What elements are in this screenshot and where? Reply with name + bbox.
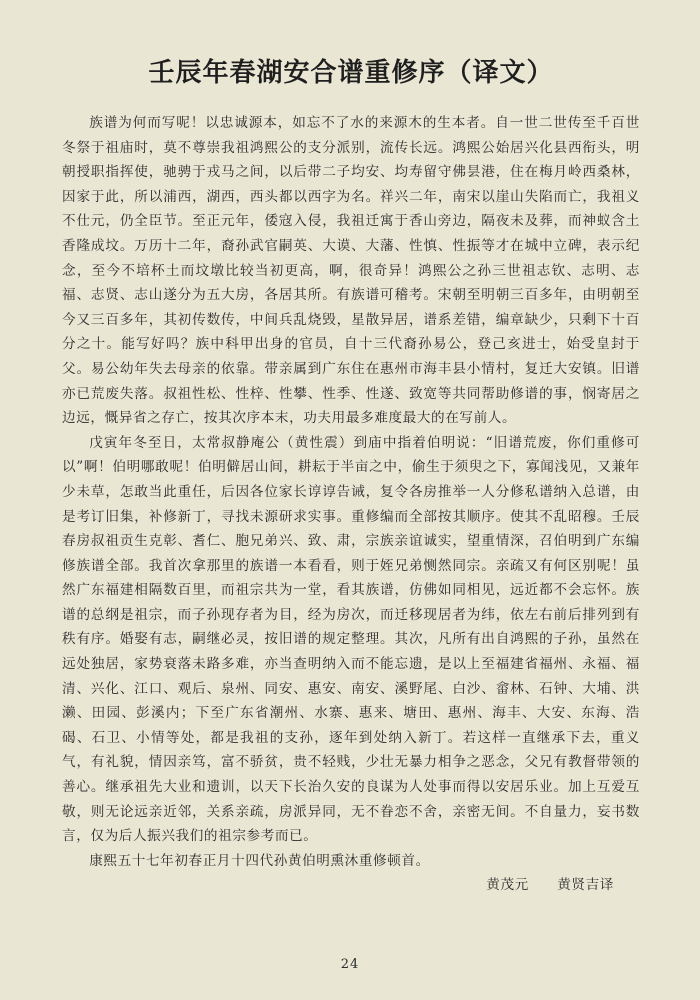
page-title: 壬辰年春湖安合谱重修序（译文）: [148, 58, 554, 88]
translator-signature: 黄茂元 黄贤吉译: [486, 877, 614, 894]
paragraph-3: 康熙五十七年初春正月十四代孙黄伯明熏沐重修顿首。: [89, 852, 430, 869]
paragraph-1: 族谱为何而写呢！以忠诚源本，如忘不了水的来源木的生本者。自一世二世传至千百世冬祭于祖庙时，莫不尊崇我祖鸿熙公的支分派别，流传长远。鸿熙公始居兴化县西衔头，明朝授职指挥使，驰骋于戎马之间，以后带二子均安、均寿留守佛昙港，住在梅月岭西桑林，因家于此，所以浦西，湖西，西头都以西字为名。祥兴二年，南宋以崖山失陷而亡，我祖义不仕元，仍全臣节。至正元年，倭寇入侵，我祖迁寓于香山旁边，隔夜未及葬，而神蚁含土香隆成坟。万历十二年，裔孙武官嗣英、大谟、大藩、性慎、性振等才在城中立碑，表示纪念，至今不培杯土而坟墩比较当初更高，啊，很奇异！鸿熙公之孙三世祖志钦、志明、志福、志贤、志山遂分为五大房，各居其所。有族谱可稽考。宋朝至明朝三百多年，由明朝至今又三百多年，其初传数传，中间兵乱烧毁，星散异居，谱系差错，编章缺少，只剩下十百分之十。能写好吗？族中科甲出身的官员，自十三代裔孙易公，登己亥进士，始受皇封于父。易公幼年失去母亲的依靠。带亲属到广东住在惠州市海丰县小情村，复迁大安镇。旧谱亦已荒废失落。叔祖性松、性梓、性攀、性季、性遂、致宽等共同帮助修谱的事，悯寄居之边远，慨异省之存亡，按其次序本末，功夫用最多难度最大的在写前人。: [62, 115, 640, 427]
paragraph-2: 戊寅年冬至日，太常叔静庵公（黄性震）到庙中指着伯明说：“旧谱荒废，你们重修可以”啊！伯明哪敢呢！伯明僻居山间，耕耘于半亩之中，偷生于须臾之下，寡闻浅见，又兼年少未草，怎敢当此重任，后因各位家长谆谆告诫，复令各房推举一人分修私谱纳入总谱，由是考订旧集，补修新丁，寻找未源研求实事。重修编而全部按其顺序。使其不乱昭穆。壬辰春房叔祖贡生克彰、耆仁、胞兄弟兴、致、肃，宗族亲谊诚实，望重情深，召伯明到广东编修族谱全部。我首次拿那里的族谱一本看看，则于姪兄弟恻然同宗。亲疏又有何区别呢！虽然广东福建相隔数百里，而祖宗共为一堂，看其族谱，仿佛如同相见，远近都不会忘怀。族谱的总纲是祖宗，而子孙现存者为目，经为房次，而迁移现居者为纬，依左右前后排列到有秩有序。婚娶有志，嗣继必灵，按旧谱的规定整理。其次，凡所有出自鸿熙的子孙，虽然在远处独居，家势衰落未路多难，亦当查明纳入而不能忘遗，是以上至福建省福州、永福、福清、兴化、江口、观后、泉州、同安、惠安、南安、溪野尾、白沙、畲林、石钟、大埔、洪濑、田园、彭溪内；下至广东省潮州、水寨、惠来、塘田、惠州、海丰、大安、东海、浩碣、石卫、小情等处，都是我祖的支孙，逐年到处纳入新丁。若这样一直继承下去，重义气，有礼貌，情因亲笃，富不骄贫，贵不轻贱，少壮无暴力相争之恶念，父兄有教督带领的善心。继承祖先大业和遗训，以天下长治久安的良谋为人处事而得以安居乐业。加上互爱互敬，则无论远亲近邻，关系亲疏，房派异同，无不眷恋不舍，亲密无间。不自量力，妄书数言，仅为后人振兴我们的祖宗参考而已。: [62, 434, 640, 845]
page-number: 24: [340, 957, 360, 972]
